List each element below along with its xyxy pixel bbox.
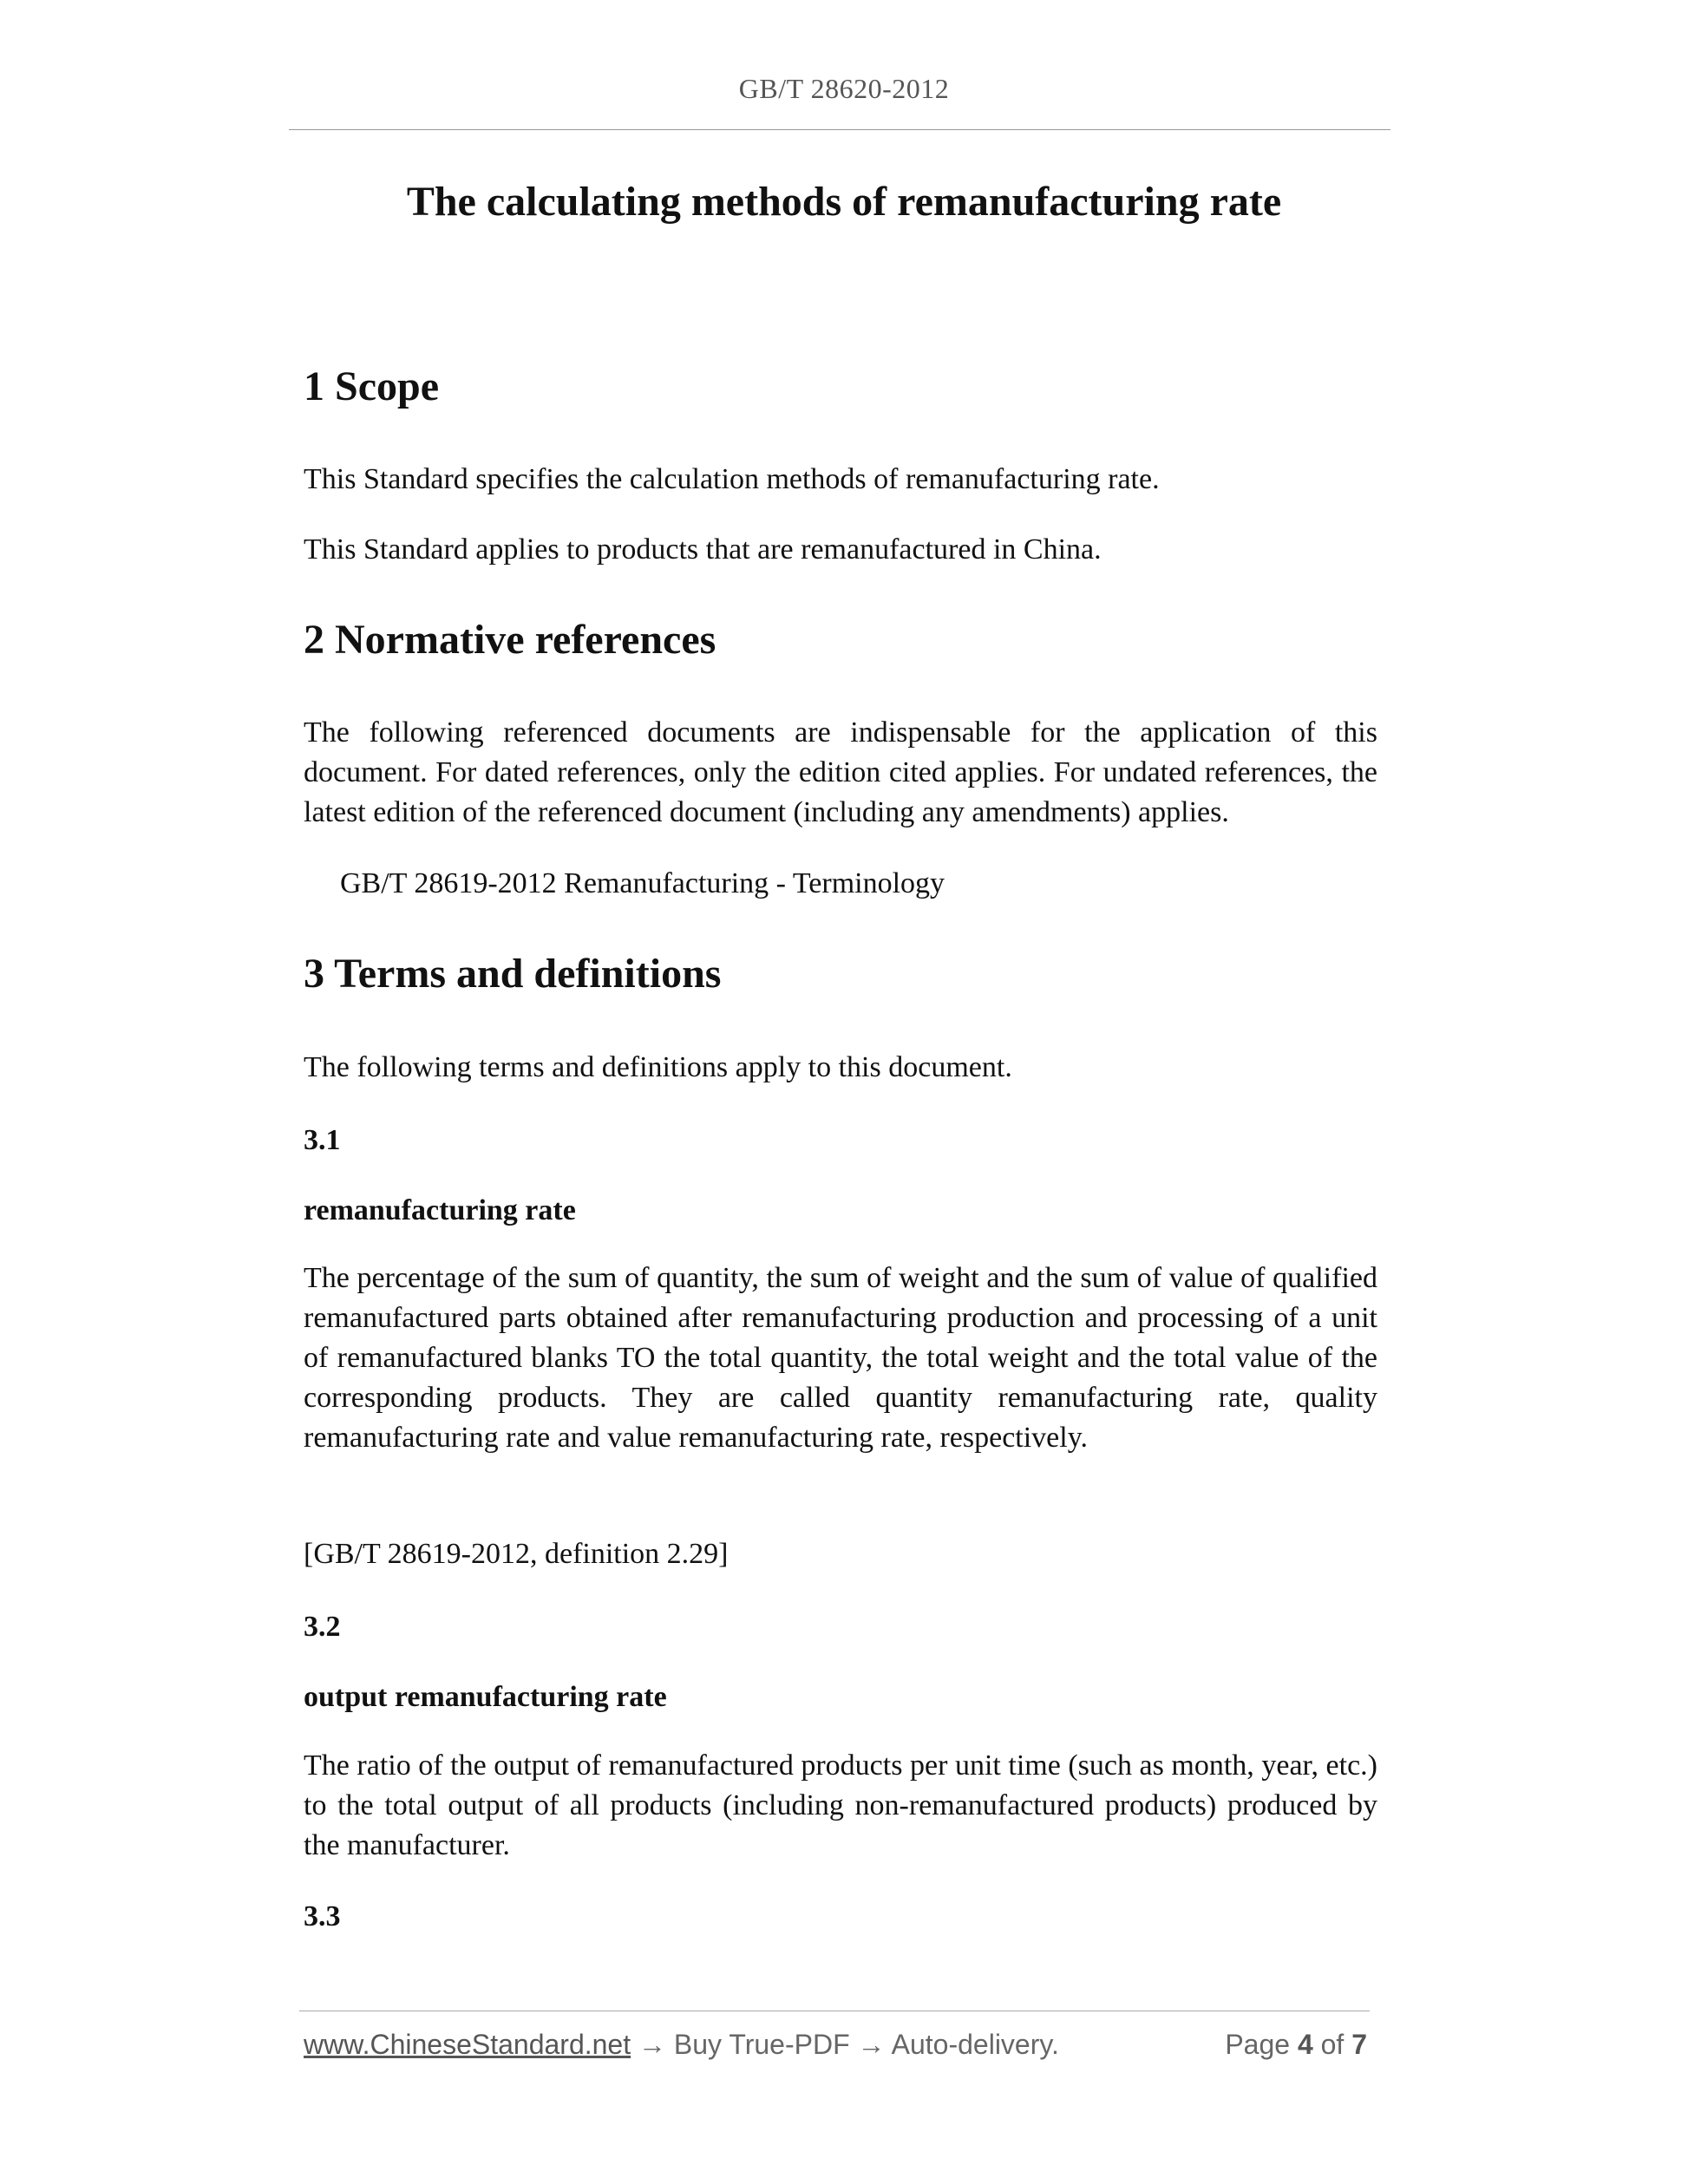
term-3-1-number: 3.1: [304, 1124, 341, 1156]
section-1-heading: 1 Scope: [304, 363, 439, 409]
section-3-heading: 3 Terms and definitions: [304, 951, 722, 997]
term-3-1-name: remanufacturing rate: [304, 1194, 576, 1226]
page-indicator: [1225, 2029, 1367, 2061]
term-3-1-definition: The percentage of the sum of quantity, the sum of weight and the sum of value of qualified remanufactured parts obtained after remanufacturing production and processing of a unit of remanufactured blanks TO the total quantity, the total weight and the total value of the corresponding products. They are called quantity remanufacturing rate, quality remanufacturing rate and value remanufacturing rate, respectively.: [304, 1262, 1377, 1454]
scope-paragraph-2: This Standard applies to products that are remanufactured in China.: [304, 533, 1102, 566]
terms-intro: The following terms and definitions apply to this document.: [304, 1051, 1012, 1083]
header-divider: [289, 129, 1390, 130]
term-3-1-source: [GB/T 28619-2012, definition 2.29]: [304, 1538, 729, 1570]
page-current: 4: [1297, 2029, 1313, 2060]
scope-paragraph-1: This Standard specifies the calculation methods of remanufacturing rate.: [304, 463, 1160, 495]
document-code-header: GB/T 28620-2012: [738, 73, 950, 104]
section-2-heading: 2 Normative references: [304, 617, 716, 663]
page-footer: [304, 2029, 1367, 2061]
term-3-3-number: 3.3: [304, 1900, 341, 1932]
website-link[interactable]: www.ChineseStandard.net: [304, 2029, 631, 2060]
normative-paragraph: The following referenced documents are indispensable for the application of this document. For dated references, only the edition cited applies. For undated references, the latest edition of the referenced document (including any amendments) applies.: [304, 716, 1377, 828]
page-label: Page: [1225, 2029, 1291, 2060]
term-3-2-definition: The ratio of the output of remanufactured products per unit time (such as month, year, etc.) to the total output of all products (including non-remanufactured products) produced by the manufacturer.: [304, 1749, 1377, 1861]
page-of-label: of: [1320, 2029, 1345, 2060]
footer-promo-text: → Buy True-PDF → Auto-delivery.: [631, 2029, 1059, 2060]
term-3-2-number: 3.2: [304, 1611, 341, 1643]
normative-reference-item: GB/T 28619-2012 Remanufacturing - Terminology: [340, 867, 945, 899]
term-3-2-name: output remanufacturing rate: [304, 1681, 667, 1713]
page-total: 7: [1351, 2029, 1367, 2060]
document-title: The calculating methods of remanufacturing rate: [406, 179, 1282, 225]
